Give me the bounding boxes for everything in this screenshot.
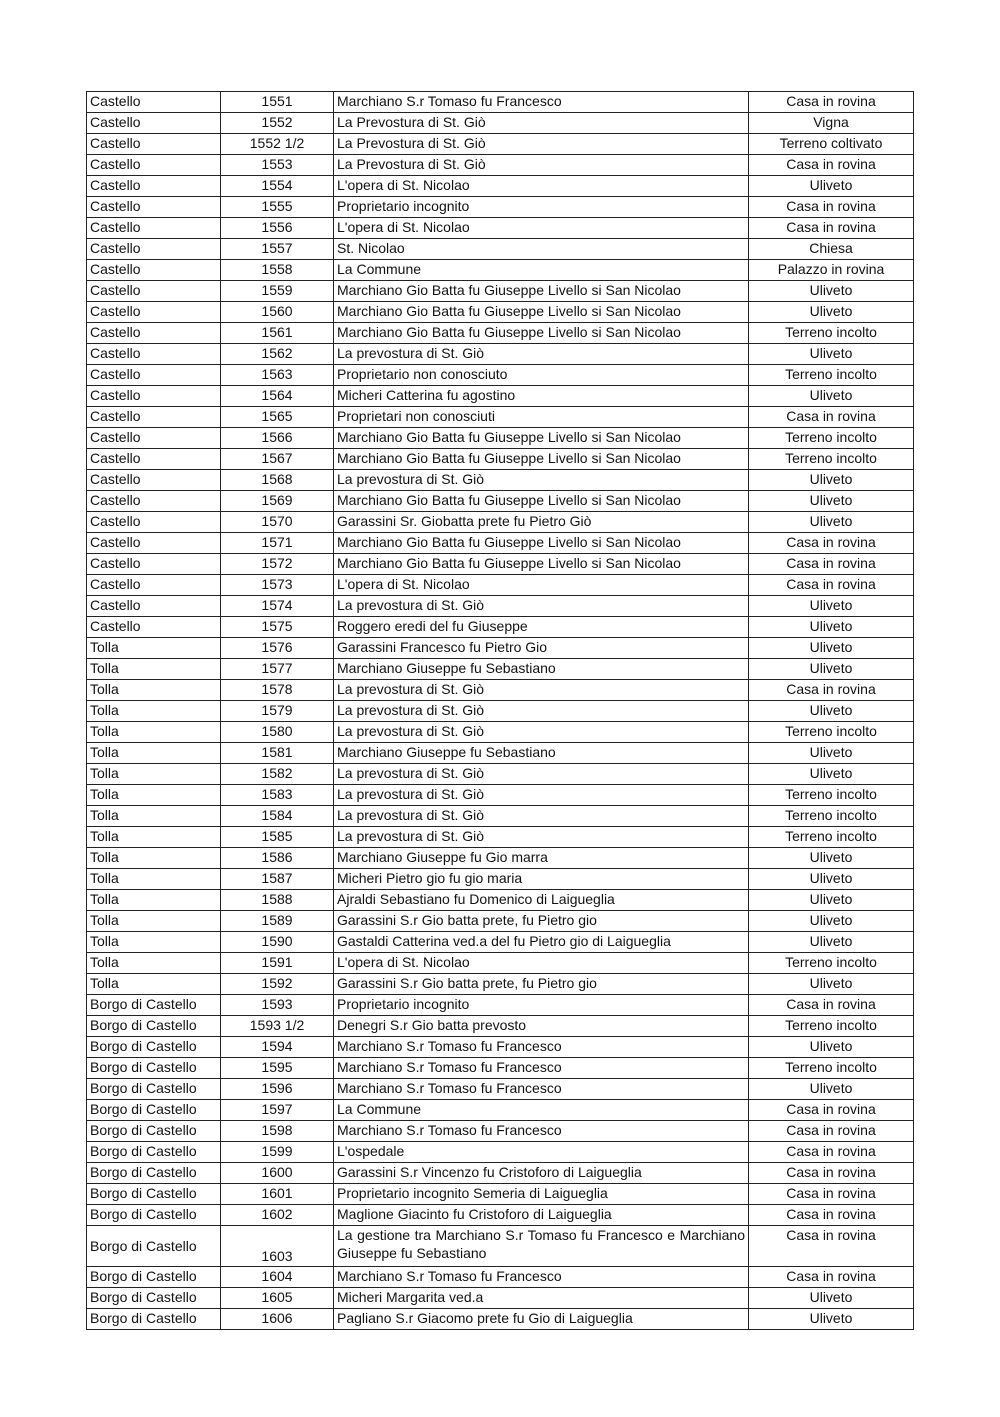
cell-land-use: Terreno incolto xyxy=(749,827,914,848)
cell-land-use: Uliveto xyxy=(749,176,914,197)
cell-land-use: Chiesa xyxy=(749,239,914,260)
cell-owner: Micheri Pietro gio fu gio maria xyxy=(334,869,749,890)
cell-land-use: Terreno incolto xyxy=(749,365,914,386)
cell-location: Tolla xyxy=(87,764,221,785)
cell-parcel-number: 1573 xyxy=(221,575,334,596)
cell-location: Castello xyxy=(87,365,221,386)
cell-location: Tolla xyxy=(87,911,221,932)
cell-owner: Micheri Catterina fu agostino xyxy=(334,386,749,407)
cell-owner: Marchiano Gio Batta fu Giuseppe Livello si San Nicolao xyxy=(334,428,749,449)
table-row xyxy=(87,281,914,302)
cell-land-use: Terreno incolto xyxy=(749,806,914,827)
cell-owner: Maglione Giacinto fu Cristoforo di Laigueglia xyxy=(334,1205,749,1226)
cell-owner: Marchiano S.r Tomaso fu Francesco xyxy=(334,92,749,113)
cell-owner: L'opera di St. Nicolao xyxy=(334,575,749,596)
cell-land-use: Uliveto xyxy=(749,1309,914,1330)
cell-parcel-number: 1600 xyxy=(221,1163,334,1184)
cell-location: Castello xyxy=(87,92,221,113)
table-row xyxy=(87,512,914,533)
cell-land-use: Uliveto xyxy=(749,1079,914,1100)
cell-owner: La prevostura di St. Giò xyxy=(334,785,749,806)
cell-parcel-number: 1602 xyxy=(221,1205,334,1226)
table-row xyxy=(87,1100,914,1121)
cell-location: Borgo di Castello xyxy=(87,1079,221,1100)
cell-parcel-number: 1589 xyxy=(221,911,334,932)
cell-location: Castello xyxy=(87,575,221,596)
cell-land-use: Uliveto xyxy=(749,512,914,533)
cell-land-use: Uliveto xyxy=(749,491,914,512)
cell-owner: L'opera di St. Nicolao xyxy=(334,953,749,974)
table-row xyxy=(87,806,914,827)
cell-location: Castello xyxy=(87,260,221,281)
cell-location: Tolla xyxy=(87,659,221,680)
cell-parcel-number: 1605 xyxy=(221,1288,334,1309)
cell-parcel-number: 1562 xyxy=(221,344,334,365)
cell-location: Castello xyxy=(87,302,221,323)
cell-owner: Marchiano S.r Tomaso fu Francesco xyxy=(334,1037,749,1058)
cell-owner: La prevostura di St. Giò xyxy=(334,806,749,827)
cell-location: Borgo di Castello xyxy=(87,1309,221,1330)
cell-parcel-number: 1604 xyxy=(221,1267,334,1288)
cell-owner: La prevostura di St. Giò xyxy=(334,680,749,701)
cell-location: Castello xyxy=(87,617,221,638)
cell-owner: La prevostura di St. Giò xyxy=(334,596,749,617)
cell-owner: La Commune xyxy=(334,260,749,281)
cell-parcel-number: 1597 xyxy=(221,1100,334,1121)
cell-owner: Ajraldi Sebastiano fu Domenico di Laigueglia xyxy=(334,890,749,911)
cell-parcel-number: 1559 xyxy=(221,281,334,302)
cell-parcel-number: 1601 xyxy=(221,1184,334,1205)
cell-location: Borgo di Castello xyxy=(87,1142,221,1163)
cell-land-use: Uliveto xyxy=(749,869,914,890)
cell-location: Castello xyxy=(87,176,221,197)
table-row xyxy=(87,344,914,365)
cell-owner: Garassini S.r Gio batta prete, fu Pietro gio xyxy=(334,974,749,995)
table-row xyxy=(87,1267,914,1288)
cell-owner: Garassini S.r Vincenzo fu Cristoforo di Laigueglia xyxy=(334,1163,749,1184)
cell-owner: La Commune xyxy=(334,1100,749,1121)
table-row xyxy=(87,470,914,491)
cell-parcel-number: 1579 xyxy=(221,701,334,722)
cell-location: Tolla xyxy=(87,806,221,827)
cell-parcel-number: 1567 xyxy=(221,449,334,470)
cell-owner: Gastaldi Catterina ved.a del fu Pietro gio di Laigueglia xyxy=(334,932,749,953)
table-row xyxy=(87,1288,914,1309)
cell-land-use: Uliveto xyxy=(749,932,914,953)
table-row xyxy=(87,113,914,134)
cell-parcel-number: 1594 xyxy=(221,1037,334,1058)
table-row xyxy=(87,575,914,596)
cell-owner: Proprietari non conosciuti xyxy=(334,407,749,428)
cell-land-use: Uliveto xyxy=(749,1037,914,1058)
cell-parcel-number: 1586 xyxy=(221,848,334,869)
table-row xyxy=(87,785,914,806)
table-row xyxy=(87,365,914,386)
cell-location: Castello xyxy=(87,323,221,344)
cell-location: Castello xyxy=(87,491,221,512)
cell-owner: L'opera di St. Nicolao xyxy=(334,176,749,197)
cell-land-use: Uliveto xyxy=(749,974,914,995)
cell-owner: Pagliano S.r Giacomo prete fu Gio di Laigueglia xyxy=(334,1309,749,1330)
cell-land-use: Uliveto xyxy=(749,911,914,932)
cell-location: Borgo di Castello xyxy=(87,1226,221,1267)
cell-parcel-number: 1582 xyxy=(221,764,334,785)
table-row xyxy=(87,239,914,260)
cell-land-use: Casa in rovina xyxy=(749,407,914,428)
cell-parcel-number: 1592 xyxy=(221,974,334,995)
cell-parcel-number: 1571 xyxy=(221,533,334,554)
table-row xyxy=(87,827,914,848)
table-row xyxy=(87,764,914,785)
cell-parcel-number: 1560 xyxy=(221,302,334,323)
cell-parcel-number: 1598 xyxy=(221,1121,334,1142)
cell-owner: Marchiano S.r Tomaso fu Francesco xyxy=(334,1267,749,1288)
cell-location: Borgo di Castello xyxy=(87,1016,221,1037)
cell-land-use: Uliveto xyxy=(749,848,914,869)
cell-owner: Proprietario incognito xyxy=(334,197,749,218)
cell-location: Tolla xyxy=(87,953,221,974)
cell-parcel-number: 1576 xyxy=(221,638,334,659)
cell-location: Castello xyxy=(87,344,221,365)
cell-land-use: Uliveto xyxy=(749,659,914,680)
cell-land-use: Casa in rovina xyxy=(749,1267,914,1288)
table-row xyxy=(87,554,914,575)
cell-location: Tolla xyxy=(87,869,221,890)
cell-owner: Roggero eredi del fu Giuseppe xyxy=(334,617,749,638)
table-row xyxy=(87,995,914,1016)
cell-owner: Garassini Sr. Giobatta prete fu Pietro Giò xyxy=(334,512,749,533)
cell-parcel-number: 1552 1/2 xyxy=(221,134,334,155)
cell-owner: Marchiano Gio Batta fu Giuseppe Livello si San Nicolao xyxy=(334,533,749,554)
cell-parcel-number: 1555 xyxy=(221,197,334,218)
cell-location: Castello xyxy=(87,512,221,533)
table-row xyxy=(87,701,914,722)
cell-land-use: Uliveto xyxy=(749,386,914,407)
cell-parcel-number: 1554 xyxy=(221,176,334,197)
table-row xyxy=(87,1226,914,1267)
cell-parcel-number: 1556 xyxy=(221,218,334,239)
table-row xyxy=(87,638,914,659)
cell-owner: Marchiano Giuseppe fu Sebastiano xyxy=(334,659,749,680)
cell-parcel-number: 1583 xyxy=(221,785,334,806)
cell-land-use: Terreno incolto xyxy=(749,722,914,743)
table-row xyxy=(87,1037,914,1058)
cell-parcel-number: 1574 xyxy=(221,596,334,617)
cell-parcel-number: 1553 xyxy=(221,155,334,176)
table-row xyxy=(87,1079,914,1100)
cell-location: Tolla xyxy=(87,827,221,848)
table-row xyxy=(87,1163,914,1184)
table-row xyxy=(87,323,914,344)
cell-location: Castello xyxy=(87,533,221,554)
table-row xyxy=(87,890,914,911)
table-row xyxy=(87,848,914,869)
cell-owner: La Prevostura di St. Giò xyxy=(334,134,749,155)
cell-land-use: Casa in rovina xyxy=(749,218,914,239)
cell-parcel-number: 1565 xyxy=(221,407,334,428)
cell-location: Borgo di Castello xyxy=(87,1205,221,1226)
cell-owner: Proprietario incognito xyxy=(334,995,749,1016)
cell-land-use: Terreno incolto xyxy=(749,1016,914,1037)
cell-land-use: Uliveto xyxy=(749,764,914,785)
cell-land-use: Terreno incolto xyxy=(749,449,914,470)
cell-land-use: Uliveto xyxy=(749,890,914,911)
cell-land-use: Uliveto xyxy=(749,1288,914,1309)
cell-land-use: Casa in rovina xyxy=(749,155,914,176)
table-row xyxy=(87,1309,914,1330)
cell-parcel-number: 1580 xyxy=(221,722,334,743)
table-row xyxy=(87,134,914,155)
cell-land-use: Casa in rovina xyxy=(749,995,914,1016)
cell-parcel-number: 1564 xyxy=(221,386,334,407)
cell-land-use: Casa in rovina xyxy=(749,533,914,554)
table-row xyxy=(87,680,914,701)
cell-parcel-number: 1584 xyxy=(221,806,334,827)
cell-owner: Marchiano Gio Batta fu Giuseppe Livello si San Nicolao xyxy=(334,281,749,302)
cell-land-use: Terreno incolto xyxy=(749,1058,914,1079)
cell-land-use: Casa in rovina xyxy=(749,1121,914,1142)
cell-owner: La prevostura di St. Giò xyxy=(334,827,749,848)
cell-owner: Proprietario non conosciuto xyxy=(334,365,749,386)
cell-location: Castello xyxy=(87,218,221,239)
table-row xyxy=(87,218,914,239)
cell-owner: Garassini Francesco fu Pietro Gio xyxy=(334,638,749,659)
cell-parcel-number: 1569 xyxy=(221,491,334,512)
cell-owner: Marchiano S.r Tomaso fu Francesco xyxy=(334,1079,749,1100)
cell-land-use: Terreno incolto xyxy=(749,953,914,974)
cell-location: Tolla xyxy=(87,890,221,911)
table-row xyxy=(87,911,914,932)
table-row xyxy=(87,260,914,281)
cell-parcel-number: 1578 xyxy=(221,680,334,701)
table-row xyxy=(87,176,914,197)
table-row xyxy=(87,596,914,617)
cell-parcel-number: 1590 xyxy=(221,932,334,953)
cell-owner: La prevostura di St. Giò xyxy=(334,701,749,722)
table-row xyxy=(87,491,914,512)
cell-parcel-number: 1558 xyxy=(221,260,334,281)
cell-location: Castello xyxy=(87,407,221,428)
table-row xyxy=(87,974,914,995)
cell-owner: Marchiano Gio Batta fu Giuseppe Livello si San Nicolao xyxy=(334,491,749,512)
cell-land-use: Uliveto xyxy=(749,617,914,638)
cell-parcel-number: 1599 xyxy=(221,1142,334,1163)
cell-parcel-number: 1577 xyxy=(221,659,334,680)
table-row xyxy=(87,743,914,764)
cell-location: Castello xyxy=(87,470,221,491)
cell-owner: Marchiano S.r Tomaso fu Francesco xyxy=(334,1121,749,1142)
cell-location: Tolla xyxy=(87,848,221,869)
cell-location: Castello xyxy=(87,596,221,617)
cell-parcel-number: 1563 xyxy=(221,365,334,386)
cell-parcel-number: 1552 xyxy=(221,113,334,134)
cell-owner: Marchiano Gio Batta fu Giuseppe Livello si San Nicolao xyxy=(334,302,749,323)
cell-location: Castello xyxy=(87,554,221,575)
cell-owner: Marchiano Giuseppe fu Sebastiano xyxy=(334,743,749,764)
table-row xyxy=(87,1121,914,1142)
table-row xyxy=(87,1142,914,1163)
cell-owner: Marchiano S.r Tomaso fu Francesco xyxy=(334,1058,749,1079)
cell-land-use: Casa in rovina xyxy=(749,575,914,596)
cell-land-use: Casa in rovina xyxy=(749,92,914,113)
cell-land-use: Palazzo in rovina xyxy=(749,260,914,281)
cell-owner: Marchiano Gio Batta fu Giuseppe Livello si San Nicolao xyxy=(334,449,749,470)
cell-land-use: Uliveto xyxy=(749,344,914,365)
cell-parcel-number: 1603 xyxy=(221,1226,334,1267)
cell-owner: Marchiano Gio Batta fu Giuseppe Livello si San Nicolao xyxy=(334,323,749,344)
table-row xyxy=(87,449,914,470)
table-row xyxy=(87,92,914,113)
cell-land-use: Uliveto xyxy=(749,701,914,722)
table-row xyxy=(87,869,914,890)
cell-location: Borgo di Castello xyxy=(87,1100,221,1121)
cell-land-use: Casa in rovina xyxy=(749,197,914,218)
table-row xyxy=(87,428,914,449)
cell-location: Tolla xyxy=(87,785,221,806)
table-row xyxy=(87,407,914,428)
cell-parcel-number: 1575 xyxy=(221,617,334,638)
cell-land-use: Terreno incolto xyxy=(749,785,914,806)
cell-land-use: Casa in rovina xyxy=(749,1184,914,1205)
cell-parcel-number: 1568 xyxy=(221,470,334,491)
cell-land-use: Terreno coltivato xyxy=(749,134,914,155)
table-row xyxy=(87,1205,914,1226)
table-row xyxy=(87,1058,914,1079)
cell-location: Tolla xyxy=(87,974,221,995)
cell-owner: Micheri Margarita ved.a xyxy=(334,1288,749,1309)
cell-parcel-number: 1551 xyxy=(221,92,334,113)
table-row xyxy=(87,533,914,554)
cell-land-use: Casa in rovina xyxy=(749,1226,914,1267)
table-row xyxy=(87,617,914,638)
cell-land-use: Uliveto xyxy=(749,470,914,491)
cell-land-use: Casa in rovina xyxy=(749,1100,914,1121)
cell-parcel-number: 1561 xyxy=(221,323,334,344)
cell-owner: La prevostura di St. Giò xyxy=(334,470,749,491)
cell-location: Castello xyxy=(87,281,221,302)
cell-owner: L'ospedale xyxy=(334,1142,749,1163)
cell-parcel-number: 1591 xyxy=(221,953,334,974)
cell-land-use: Uliveto xyxy=(749,743,914,764)
cell-owner: Garassini S.r Gio batta prete, fu Pietro gio xyxy=(334,911,749,932)
cell-owner: La Prevostura di St. Giò xyxy=(334,155,749,176)
cell-owner: La prevostura di St. Giò xyxy=(334,722,749,743)
cell-parcel-number: 1587 xyxy=(221,869,334,890)
cell-location: Borgo di Castello xyxy=(87,1058,221,1079)
cell-parcel-number: 1570 xyxy=(221,512,334,533)
cell-land-use: Uliveto xyxy=(749,596,914,617)
cell-location: Tolla xyxy=(87,638,221,659)
cell-owner: Denegri S.r Gio batta prevosto xyxy=(334,1016,749,1037)
cell-location: Castello xyxy=(87,386,221,407)
cell-location: Borgo di Castello xyxy=(87,1267,221,1288)
cell-owner: La Prevostura di St. Giò xyxy=(334,113,749,134)
cell-parcel-number: 1557 xyxy=(221,239,334,260)
cell-owner: Marchiano Giuseppe fu Gio marra xyxy=(334,848,749,869)
cell-parcel-number: 1581 xyxy=(221,743,334,764)
table-row xyxy=(87,659,914,680)
cell-location: Borgo di Castello xyxy=(87,995,221,1016)
cell-location: Castello xyxy=(87,428,221,449)
cell-owner: Marchiano Gio Batta fu Giuseppe Livello si San Nicolao xyxy=(334,554,749,575)
cell-owner: L'opera di St. Nicolao xyxy=(334,218,749,239)
cell-location: Tolla xyxy=(87,722,221,743)
cell-parcel-number: 1566 xyxy=(221,428,334,449)
cell-land-use: Casa in rovina xyxy=(749,554,914,575)
cell-owner: La gestione tra Marchiano S.r Tomaso fu Francesco e Marchiano Giuseppe fu Sebastiano xyxy=(334,1226,749,1267)
cell-location: Borgo di Castello xyxy=(87,1037,221,1058)
cell-location: Borgo di Castello xyxy=(87,1184,221,1205)
cell-land-use: Casa in rovina xyxy=(749,1205,914,1226)
cell-location: Castello xyxy=(87,134,221,155)
table-row xyxy=(87,722,914,743)
cell-location: Tolla xyxy=(87,701,221,722)
cell-parcel-number: 1572 xyxy=(221,554,334,575)
table-row xyxy=(87,932,914,953)
cell-owner: La prevostura di St. Giò xyxy=(334,764,749,785)
cell-parcel-number: 1585 xyxy=(221,827,334,848)
cell-location: Tolla xyxy=(87,680,221,701)
cell-owner: La prevostura di St. Giò xyxy=(334,344,749,365)
cell-location: Tolla xyxy=(87,743,221,764)
table-row xyxy=(87,1184,914,1205)
cell-land-use: Casa in rovina xyxy=(749,1163,914,1184)
cell-land-use: Casa in rovina xyxy=(749,1142,914,1163)
table-row xyxy=(87,953,914,974)
table-row xyxy=(87,197,914,218)
cell-owner: Proprietario incognito Semeria di Laigueglia xyxy=(334,1184,749,1205)
cell-location: Castello xyxy=(87,239,221,260)
land-register-table xyxy=(86,91,914,1330)
cell-owner: St. Nicolao xyxy=(334,239,749,260)
cell-location: Borgo di Castello xyxy=(87,1121,221,1142)
cell-land-use: Uliveto xyxy=(749,281,914,302)
table-row xyxy=(87,1016,914,1037)
cell-land-use: Uliveto xyxy=(749,638,914,659)
cell-location: Tolla xyxy=(87,932,221,953)
cell-land-use: Vigna xyxy=(749,113,914,134)
cell-location: Castello xyxy=(87,449,221,470)
cell-location: Borgo di Castello xyxy=(87,1288,221,1309)
cell-land-use: Terreno incolto xyxy=(749,323,914,344)
cell-location: Castello xyxy=(87,113,221,134)
cell-parcel-number: 1606 xyxy=(221,1309,334,1330)
cell-parcel-number: 1593 1/2 xyxy=(221,1016,334,1037)
cell-location: Castello xyxy=(87,155,221,176)
cell-parcel-number: 1593 xyxy=(221,995,334,1016)
cell-location: Castello xyxy=(87,197,221,218)
cell-land-use: Uliveto xyxy=(749,302,914,323)
cell-parcel-number: 1588 xyxy=(221,890,334,911)
table-row xyxy=(87,302,914,323)
table-row xyxy=(87,155,914,176)
cell-land-use: Casa in rovina xyxy=(749,680,914,701)
cell-parcel-number: 1595 xyxy=(221,1058,334,1079)
cell-parcel-number: 1596 xyxy=(221,1079,334,1100)
cell-land-use: Terreno incolto xyxy=(749,428,914,449)
cell-location: Borgo di Castello xyxy=(87,1163,221,1184)
register-body xyxy=(87,92,914,1330)
table-row xyxy=(87,386,914,407)
